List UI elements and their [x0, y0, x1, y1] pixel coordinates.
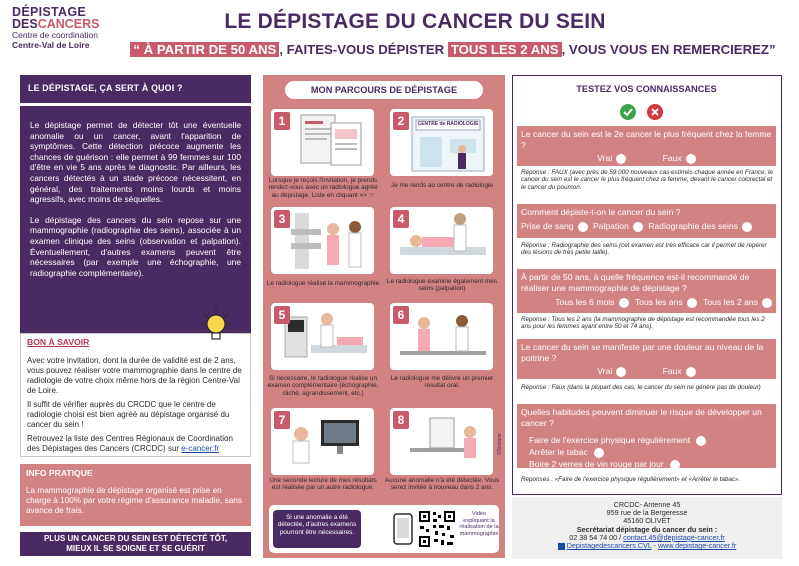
step-7-illustration [271, 408, 374, 475]
q1-option-faux[interactable]: Faux [663, 153, 696, 164]
lightbulb-icon [200, 308, 232, 344]
q2-option-prise-de-sang[interactable]: Prise de sang [521, 221, 588, 232]
q2-radio-1[interactable] [578, 222, 588, 232]
contact-line-4: Secrétariat dépistage du cancer du sein : [576, 524, 718, 534]
step-1-caption[interactable]: Lorsque je reçois l'invitation, je prends rendez-vous avec un radiologue agréé au dépistage. Liste en cliquant => ☞ [268, 177, 378, 199]
question-2-text: Comment dépiste-t-on le cancer du sein ? [521, 207, 681, 217]
contact-phone-email: 02 38 54 74 00 / contact.45@depistage-cancer.fr [569, 532, 725, 542]
quiz-question-3 [517, 269, 776, 313]
contact-social-web: Depistagedescancers.CVL - www.depistage-cancer.fr [512, 542, 782, 550]
q5-radio-1[interactable] [696, 436, 706, 446]
step-3-number: 3 [274, 210, 290, 228]
left-paragraph-2: Le dépistage des cancers du sein repose sur une mammographie (radiographie des seins), associée à un examen clinique des seins (observation et palpation). Éventuellement, d'autres examens peuvent être nécessaires (par exemple une échographie, une radiographie complémentaire). [30, 214, 241, 278]
left-paragraph-1: Le dépistage permet de détecter tôt une éventuelle anomalie ou un cancer, avant l'apparition de symptômes. Cette détection précoce augmente les chances de guérison : elle permet à 99 femmes sur 100 d'être en vie 5 ans après le diagnostic. Par ailleurs, les cancers détectés à un stade précoce nécessitent, en général, des traitements moins lourds et moins agressifs, avec moins de séquelles. [30, 120, 241, 205]
bon-paragraph-3: Retrouvez la liste des Centres Régionaux de Coordination des Dépistages des Cancers (CRCDC) sur e-cancer.fr [27, 434, 233, 453]
quiz-question-4 [517, 339, 776, 379]
answer-1: Réponse : FAUX (avec près de 59 000 nouveaux cas estimés chaque année en France, le cancer du sein est le cancer le plus fréquent chez la femme, devant le cancer colorectal et le cancer du poumon. [521, 169, 773, 191]
slogan-banner [20, 532, 251, 556]
bon-paragraph-2: Il suffit de vérifier auprès du CRCDC que le centre de radiologie choisi est bien agréé au dépistage organisé du cancer du sein ! [27, 400, 230, 429]
info-pratique-text: La mammographie de dépistage organisé est prise en charge à 100% par votre régime d'assurance maladie, sans avance de frais. [26, 486, 242, 515]
q1-option-vrai[interactable]: Vrai [597, 153, 626, 164]
parcours-title: MON PARCOURS DE DÉPISTAGE [285, 81, 483, 99]
q1-radio-vrai[interactable] [616, 154, 626, 164]
facebook-icon [558, 543, 565, 550]
bon-a-savoir-title: BON À SAVOIR [27, 337, 90, 347]
step-3-caption: Le radiologue réalise la mammographie [266, 280, 380, 287]
question-4-text: Le cancer du sein se manifeste par une douleur au niveau de la poitrine ? [521, 342, 764, 363]
q3-radio-1[interactable] [619, 298, 629, 308]
step-6-illustration [390, 303, 493, 370]
answer-5: Réponses : «Faire de l'exercice physique régulièrement» et «Arrêter le tabac». [521, 476, 741, 483]
contact-line-2: 959 rue de la Bergeresse [606, 508, 688, 518]
q2-option-palpation[interactable]: Palpation [593, 221, 643, 232]
q4-radio-faux[interactable] [686, 367, 696, 377]
step-4-caption: Le radiologue examine également mes seins (palpation) [386, 278, 498, 293]
q2-radio-2[interactable] [633, 222, 643, 232]
quiz-question-5 [517, 404, 776, 468]
step-6-number: 6 [393, 306, 409, 324]
parcours-bottom-bar [269, 505, 499, 553]
q5-radio-3[interactable] [670, 460, 680, 470]
page-title: LE DÉPISTAGE DU CANCER DU SEIN [224, 10, 606, 33]
anomaly-note: Si une anomalie a été détectée, d'autres examens pourront être nécessaires. [273, 510, 361, 548]
question-1-text: Le cancer du sein est le 2e cancer le plus fréquent chez la femme ? [521, 129, 772, 150]
q2-radio-3[interactable] [742, 222, 752, 232]
step-8-caption: Aucune anomalie n'a été détectée. Vous serez invitée à nouveau dans 2 ans. [384, 477, 500, 492]
q3-radio-2[interactable] [687, 298, 697, 308]
answer-2: Réponse : Radiographie des seins (cet examen est très efficace car il permet de repérer des lésions de très petite taille). [521, 242, 767, 257]
logo-line-4: Centre-Val de Loire [12, 40, 90, 50]
info-pratique-title: INFO PRATIQUE [26, 468, 93, 478]
quiz-question-2 [517, 204, 776, 238]
step-7-caption: Une seconde lecture de mes résultats est réalisée par un autre radiologue. [269, 477, 377, 492]
step-2-illustration [390, 109, 493, 176]
radiology-sign: CENTRE de RADIOLOGIE [417, 121, 479, 127]
step-8-number: 8 [393, 411, 409, 429]
step-6-caption: Le radiologue me délivre un premier résultat oral. [390, 375, 494, 390]
slogan-line-1: PLUS UN CANCER DU SEIN EST DÉTECTÉ TÔT, [43, 534, 228, 543]
video-label: Vidéo expliquant la réalisation de la mammographie [459, 511, 499, 537]
logo-line-1: DÉPISTAGE [12, 5, 87, 19]
info-pratique-box [20, 464, 251, 526]
step-5-number: 5 [274, 306, 290, 324]
step-8-illustration [390, 408, 493, 475]
q3-option-2-ans[interactable]: Tous les 2 ans [703, 297, 772, 308]
q4-option-vrai[interactable]: Vrai [597, 366, 626, 377]
parcours-panel [263, 75, 505, 558]
q3-option-6-mois[interactable]: Tous les 6 mois [555, 297, 628, 308]
logo-line-2: DESCANCERS [12, 17, 100, 31]
step-5-illustration [271, 303, 374, 370]
q5-option-tabac[interactable]: Arrêter le tabac [529, 447, 772, 458]
quiz-question-1 [517, 126, 776, 166]
step-3-illustration [271, 207, 374, 274]
q4-option-faux[interactable]: Faux [663, 366, 696, 377]
check-icon [620, 104, 636, 120]
phone-icon [393, 513, 413, 545]
step-2-caption: Je me rends au centre de radiologie [391, 182, 493, 189]
q5-option-vin[interactable]: Boire 2 verres de vin rouge par jour [529, 459, 772, 470]
step-1-number: 1 [274, 112, 290, 130]
question-3-text: À partir de 50 ans, à quelle fréquence est-il recommandé de réaliser une mammographie de dépistage ? [521, 272, 750, 293]
q4-radio-vrai[interactable] [616, 367, 626, 377]
illustration-credit: ©Seviane [497, 433, 503, 455]
q1-radio-faux[interactable] [686, 154, 696, 164]
facebook-link[interactable]: Depistagedescancers.CVL [566, 541, 652, 551]
question-5-text: Quelles habitudes peuvent diminuer le risque de développer un cancer ? [521, 407, 762, 428]
qr-code-icon[interactable] [417, 509, 457, 549]
step-1-illustration [271, 109, 374, 176]
cross-icon [647, 104, 663, 120]
step-5-caption: Si nécessaire, le radiologue réalise un examen complémentaire (échographie, cliché, agrandissement, etc.) [267, 375, 379, 397]
q5-radio-2[interactable] [594, 448, 604, 458]
logo-line-3: Centre de coordination [12, 30, 99, 40]
step-2-number: 2 [393, 112, 409, 130]
answer-3: Réponse : Tous les 2 ans (la mammographie de dépistage est recommandée tous les 2 ans pour les femmes ayant entre 50 et 74 ans). [521, 316, 765, 331]
website-link[interactable]: www.depistage-cancer.fr [657, 541, 737, 551]
slogan-line-2: MIEUX IL SE SOIGNE ET SE GUÉRIT [66, 544, 205, 553]
contact-line-1: CRCDC- Antenne 45 [613, 500, 681, 509]
q2-option-radiographie[interactable]: Radiographie des seins [648, 221, 752, 232]
quiz-panel [512, 75, 782, 495]
page-subtitle: “ À PARTIR DE 50 ANS , FAITES-VOUS DÉPISTER TOUS LES 2 ANS , VOUS VOUS EN REMERCIEREZ” [108, 42, 798, 57]
quiz-title: TESTEZ VOS CONNAISSANCES [576, 84, 717, 94]
contact-line-3: 45160 OLIVET [623, 516, 671, 526]
q3-radio-3[interactable] [762, 298, 772, 308]
left-section-title: LE DÉPISTAGE, ÇA SERT À QUOI ? [20, 75, 251, 103]
bon-a-savoir-box [20, 333, 251, 457]
q5-option-exercice[interactable]: Faire de l'exercice physique régulièrement [529, 435, 772, 446]
e-cancer-link[interactable]: e-cancer.fr [181, 444, 220, 453]
step-4-illustration [390, 207, 493, 274]
step-7-number: 7 [274, 411, 290, 429]
step-4-number: 4 [393, 210, 409, 228]
contact-box [512, 497, 782, 559]
answer-4: Réponse : Faux (dans la plupart des cas, le cancer du sein ne génère pas de douleur) [521, 384, 761, 391]
email-link[interactable]: contact.45@depistage-cancer.fr [623, 532, 725, 542]
bon-paragraph-1: Avec votre invitation, dont la durée de validité est de 2 ans, vous pouvez réaliser votre mammographie dans le centre de radiologie de votre choix même hors de la région Centre-Val de Loire. [27, 356, 242, 395]
q3-option-1-an[interactable]: Tous les ans [635, 297, 697, 308]
